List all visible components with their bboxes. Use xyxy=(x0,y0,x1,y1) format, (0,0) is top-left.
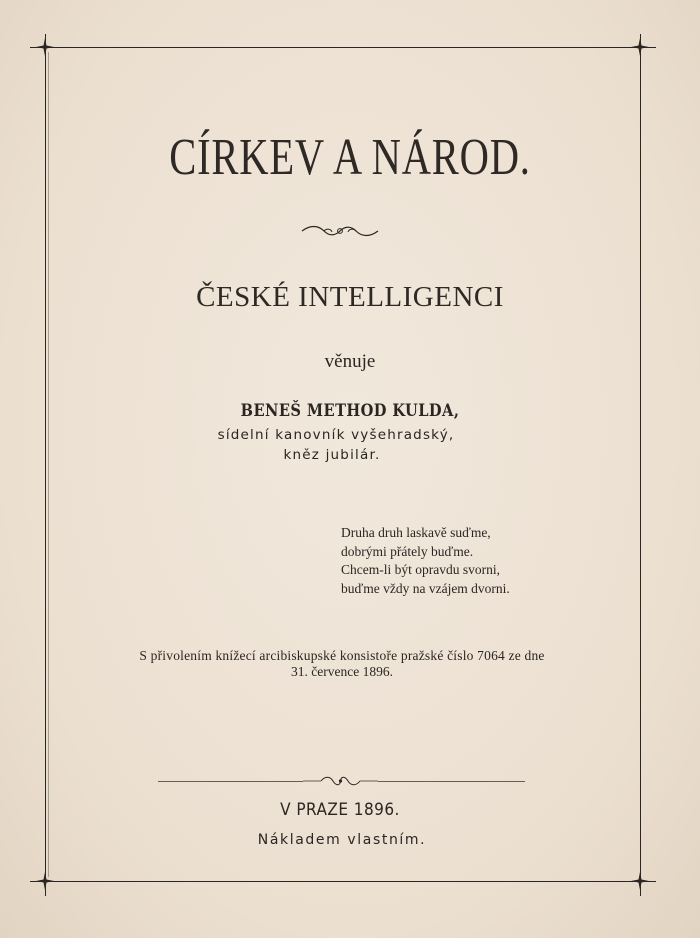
corner-star-icon xyxy=(36,872,54,890)
border-right xyxy=(640,34,641,896)
corner-star-icon xyxy=(36,38,54,56)
publisher-text: Nákladem vlastním. xyxy=(257,832,427,848)
corner-star-icon xyxy=(631,872,649,890)
border-left xyxy=(45,34,46,896)
author-role: kněz jubilár. xyxy=(283,447,381,463)
author-name: BENEŠ METHOD KULDA, xyxy=(240,401,460,421)
rule-knot-icon xyxy=(303,775,378,787)
imprimatur-text: S přivolením knížecí arcibiskupské konsistoře pražské číslo 7064 ze dne xyxy=(139,648,545,663)
place-year: V PRAZE 1896. xyxy=(280,800,400,820)
divider-right xyxy=(378,781,525,782)
epigraph xyxy=(341,524,510,598)
border-bottom xyxy=(30,881,656,882)
dedicated-by-text: věnuje xyxy=(324,351,376,372)
imprimatur-date: 31. července 1896. xyxy=(291,664,393,679)
epigraph-line: Chcem-li být opravdu svorni, xyxy=(341,562,500,577)
epigraph-line: Druha druh laskavě suďme, xyxy=(341,525,491,540)
scroll-flourish-icon xyxy=(300,223,380,239)
border-left-inner xyxy=(48,52,49,877)
author-role: sídelní kanovník vyšehradský, xyxy=(217,427,455,443)
epigraph-line: dobrými přátely buďme. xyxy=(341,543,474,559)
dedication-heading: ČESKÉ INTELLIGENCI xyxy=(196,281,504,313)
corner-star-icon xyxy=(631,38,649,56)
book-title: CÍRKEV A NÁROD. xyxy=(169,129,531,186)
divider-left xyxy=(158,781,303,782)
epigraph-line: buďme vždy na vzájem dvorni. xyxy=(341,580,510,596)
border-top xyxy=(30,47,656,48)
